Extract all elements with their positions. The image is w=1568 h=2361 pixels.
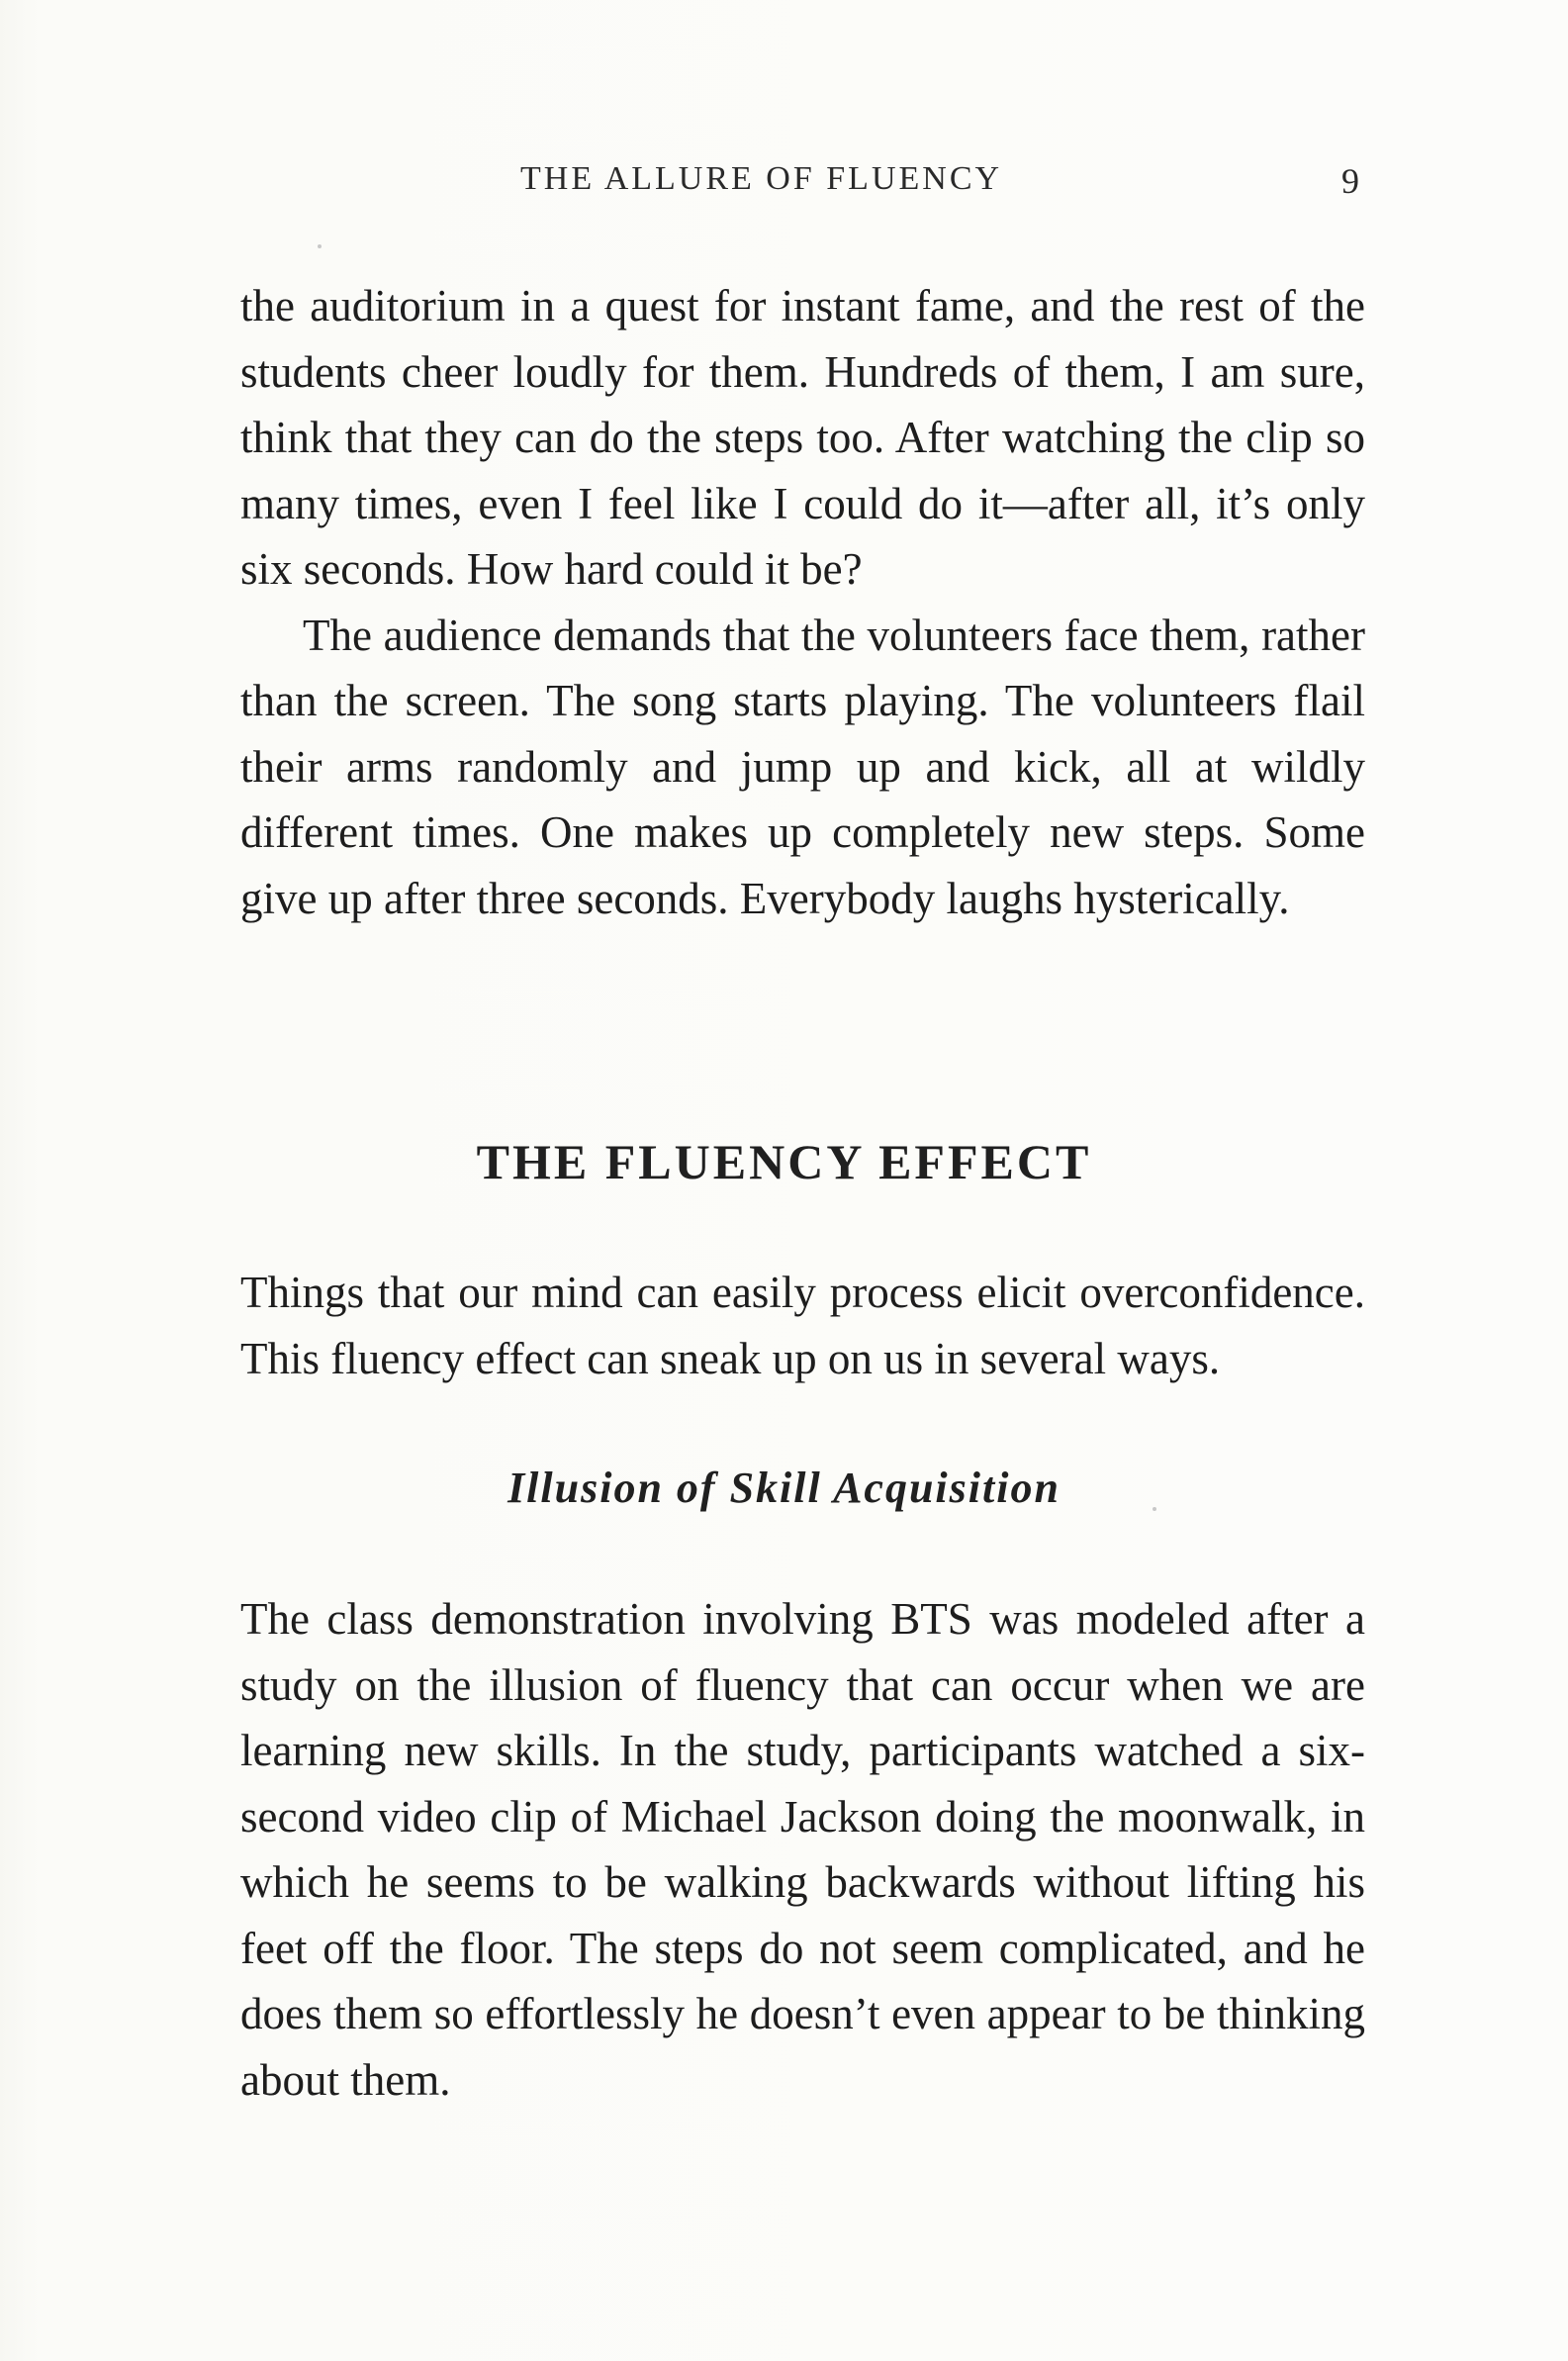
running-header	[0, 160, 1568, 204]
section-heading: THE FLUENCY EFFECT	[476, 1134, 1092, 1189]
scan-speck	[1153, 1507, 1156, 1511]
body-paragraph-2: The audience demands that the volunteers face them, rather than the screen. The song starts playing. The volunteers flail their arms randomly and jump up and kick, all at wildly different times. One makes up completely new steps. Some give up after three seconds. Everybody laughs hysterically.	[240, 610, 1365, 923]
scan-speck	[318, 244, 322, 248]
subsection-paragraph: The class demonstration involving BTS was modeled after a study on the illusion of fluency that can occur when we are learning new skills. In the study, participants watched a six-second video clip of Michael Jackson doing the moonwalk, in which he seems to be walking backwards without lifting his feet off the floor. The steps do not seem complicated, and he does them so effortlessly he doesn’t even appear to be thinking about them.	[240, 1594, 1365, 2105]
body-paragraph-1: the auditorium in a quest for instant fame, and the rest of the students cheer loudly for them. Hundreds of them, I am sure, think that they can do the steps too. After watching the clip so many times, even I feel like I could do it—after all, it’s only six seconds. How hard could it be?	[240, 281, 1365, 594]
subsection-text	[240, 1586, 1365, 2113]
opening-text	[240, 273, 1365, 931]
section-paragraph: Things that our mind can easily process elicit overconfidence. This fluency effect can sneak up on us in several ways.	[240, 1268, 1365, 1383]
page-number: 9	[1341, 161, 1359, 201]
subsection-heading: Illusion of Skill Acquisition	[507, 1464, 1061, 1512]
running-title: THE ALLURE OF FLUENCY	[520, 160, 1003, 197]
section-text	[240, 1260, 1365, 1391]
